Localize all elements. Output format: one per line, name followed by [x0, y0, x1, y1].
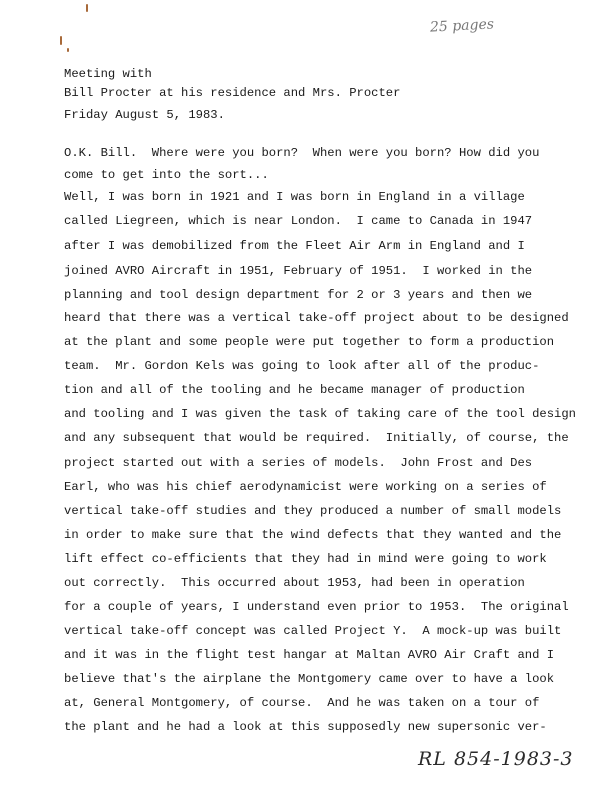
transcript-line: Well, I was born in 1921 and I was born in England in a village [64, 190, 525, 204]
header-line: Meeting with [64, 67, 152, 81]
transcript-line: for a couple of years, I understand even prior to 1953. The original [64, 600, 569, 614]
transcript-line: at, General Montgomery, of course. And he was taken on a tour of [64, 696, 540, 710]
transcript-line: at the plant and some people were put together to form a production [64, 335, 555, 349]
paper-mark [60, 36, 62, 45]
handwritten-accession-number: RL 854-1983-3 [418, 748, 574, 770]
transcript-line: called Liegreen, which is near London. I came to Canada in 1947 [64, 214, 533, 228]
paper-mark [86, 4, 88, 12]
transcript-line: believe that's the airplane the Montgomery came over to have a look [64, 672, 555, 686]
transcript-line: heard that there was a vertical take-off project about to be designed [64, 311, 569, 325]
transcript-line: in order to make sure that the wind defects that they wanted and the [64, 528, 562, 542]
paper-mark [67, 48, 69, 52]
transcript-line: Earl, who was his chief aerodynamicist were working on a series of [64, 480, 547, 494]
handwritten-page-count: 25 pages [429, 16, 495, 36]
transcript-line: vertical take-off studies and they produced a number of small models [64, 504, 562, 518]
transcript-line: O.K. Bill. Where were you born? When were you born? How did you [64, 146, 540, 160]
transcript-line: after I was demobilized from the Fleet Air Arm in England and I [64, 239, 525, 253]
transcript-line: lift effect co-efficients that they had in mind were going to work [64, 552, 547, 566]
header-line: Bill Procter at his residence and Mrs. Procter [64, 86, 401, 100]
header-line: Friday August 5, 1983. [64, 108, 225, 122]
transcript-line: tion and all of the tooling and he became manager of production [64, 383, 525, 397]
transcript-line: and any subsequent that would be required. Initially, of course, the [64, 431, 569, 445]
transcript-line: vertical take-off concept was called Project Y. A mock-up was built [64, 624, 562, 638]
transcript-line: out correctly. This occurred about 1953, had been in operation [64, 576, 525, 590]
transcript-line: project started out with a series of models. John Frost and Des [64, 456, 533, 470]
transcript-line: joined AVRO Aircraft in 1951, February of 1951. I worked in the [64, 264, 533, 278]
transcript-line: planning and tool design department for 2 or 3 years and then we [64, 288, 533, 302]
transcript-line: and it was in the flight test hangar at Maltan AVRO Air Craft and I [64, 648, 555, 662]
transcript-line: team. Mr. Gordon Kels was going to look after all of the produc- [64, 359, 540, 373]
transcript-line: the plant and he had a look at this supposedly new supersonic ver- [64, 720, 547, 734]
transcript-line: come to get into the sort... [64, 168, 269, 182]
transcript-line: and tooling and I was given the task of taking care of the tool design [64, 407, 576, 421]
